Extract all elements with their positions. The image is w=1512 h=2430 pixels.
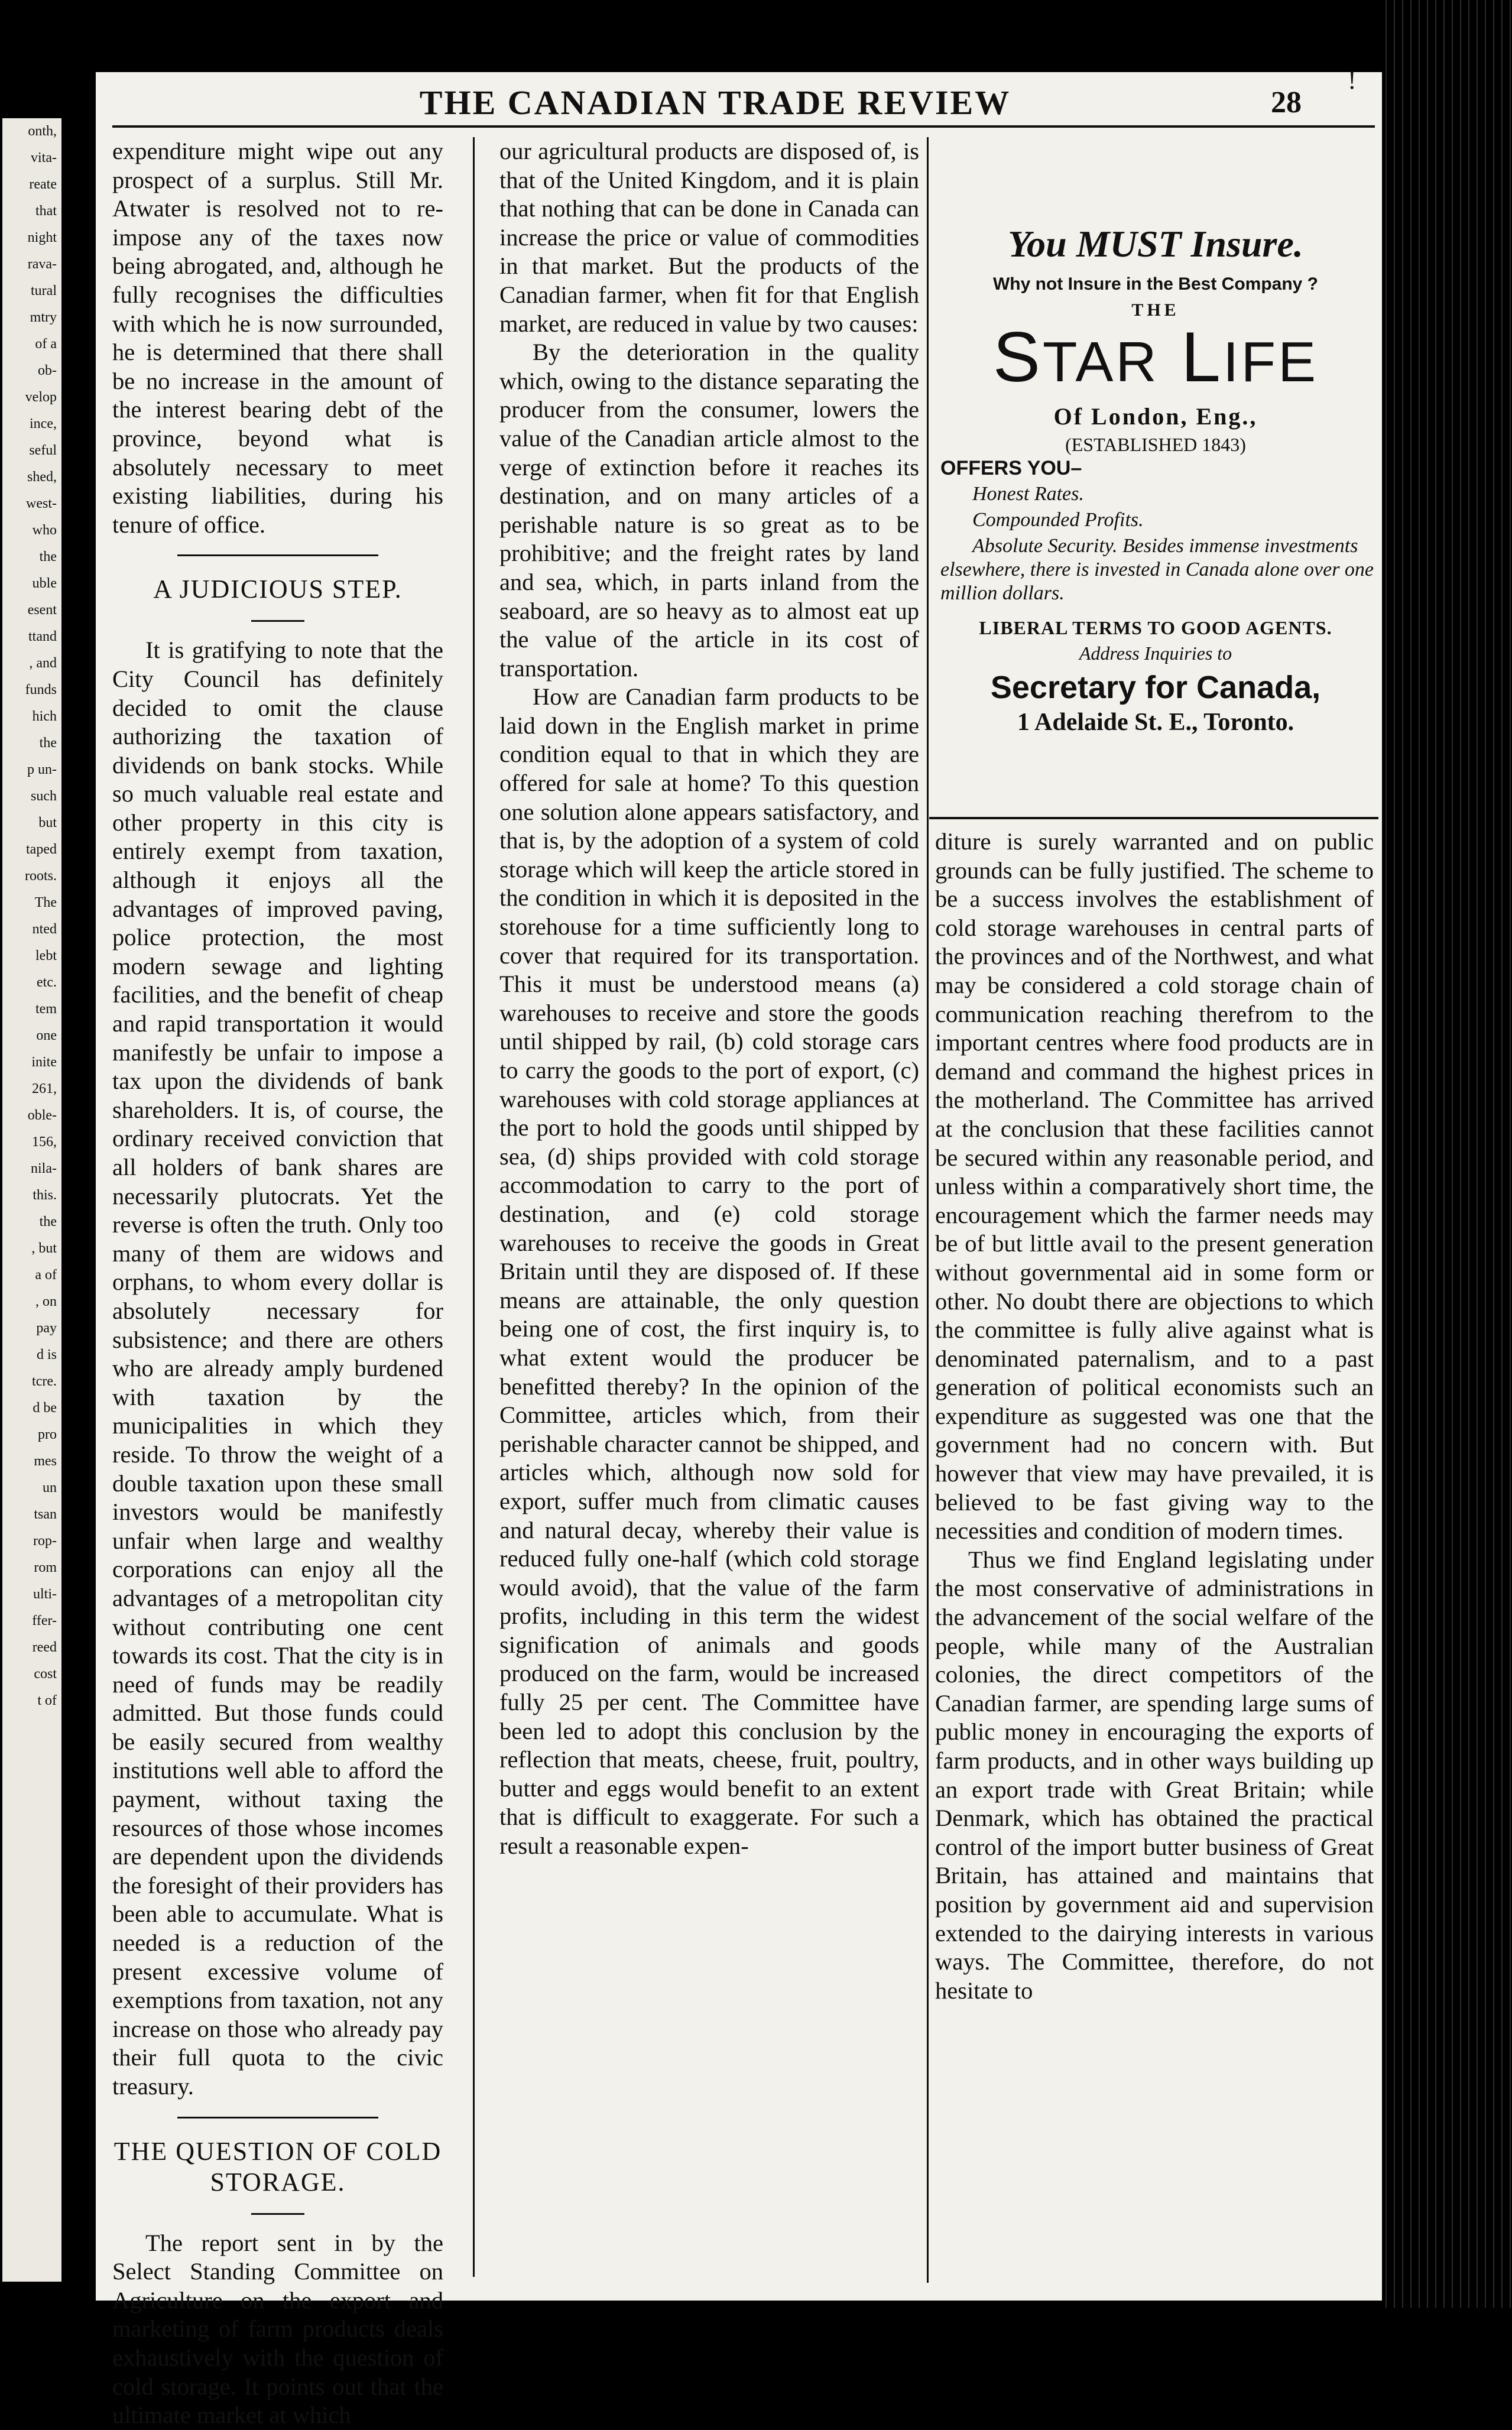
adjacent-page-fragment: pro [38,1427,57,1442]
adjacent-page-fragment: reate [29,177,57,192]
adjacent-page-fragment: hich [32,709,57,724]
adjacent-page-fragment: p un- [27,762,57,777]
header-rule [112,125,1375,128]
ad-item: Compounded Profits. [972,509,1144,531]
adjacent-page-fragment: mtry [30,310,57,325]
adjacent-page-fragment: , on [35,1294,57,1309]
margin-mark: ! [1348,66,1357,95]
adjacent-page-fragment: ulti- [33,1587,57,1602]
ad-subline: Why not Insure in the Best Company ? [992,274,1319,294]
adjacent-page-fragment: , but [31,1241,57,1256]
adjacent-page-fragment: mes [34,1454,57,1469]
column-rule-2 [927,137,929,2283]
headline-cold-storage: THE QUESTION OF COLD STORAGE. [113,2136,442,2197]
adjacent-page-fragment: 261, [32,1081,57,1096]
adjacent-page-fragment: onth, [28,124,57,139]
page-number: 28 [1271,86,1302,119]
adjacent-page-fragment: nted [32,922,57,937]
ad-terms: LIBERAL TERMS TO GOOD AGENTS. [979,617,1332,638]
adjacent-page-fragment: ob- [38,363,57,378]
adjacent-page-fragment: uble [32,576,57,591]
adjacent-page-fragment: this. [33,1188,57,1203]
adjacent-page-fragment: tcre. [32,1374,57,1389]
paragraph: By the deterioration in the quality which, owing to the distance separating the producer from the consumer, lowers the value of the Canadian article almost to the verge of extinction before it reaches its destination, and on many articles of a perishable nature is so great as to be prohibitive; and the freight rates by land and sea, which, in parts inland from the seaboard, are so heavy as to almost eat up the value of the article in its cost of transportation. [499,339,919,682]
adjacent-page-fragment: taped [26,842,57,857]
adjacent-page-fragment: 156, [32,1134,57,1150]
adjacent-page-fragment: vita- [31,150,57,166]
adjacent-page-fragment: t of [37,1693,57,1708]
adjacent-page-fragment: esent [27,602,57,618]
adjacent-page-fragment: ttand [28,629,57,644]
ad-name-l: L [1181,317,1223,397]
column-rule-1 [473,137,475,2277]
adjacent-page-fragment: rop- [33,1533,57,1549]
adjacent-page-fragment: nila- [31,1161,57,1176]
ad-place: Of London, Eng., [1053,403,1258,430]
section-rule-short [251,620,304,622]
column-1 [112,137,443,2429]
article-judicious-step: It is gratifying to note that the City Council has definitely decided to omit the clause authorizing the taxation of dividends on bank stocks. While so much valuable real estate and other property in this city is entirely exempt from taxation, although it enjoys all the advantages of improved paving, police protection, the most modern sewage and lighting facilities, and the benefit of cheap and rapid transportation it would manifestly be unfair to impose a tax upon the dividends of bank shareholders. It is, of course, the ordinary received conviction that all holders of bank shares are necessarily plutocrats. Yet the reverse is often the truth. Only too many of them are widows and orphans, to whom every dollar is absolutely necessary for subsistence; and there are others who are already amply burdened with taxation by the municipalities in which they reside. To throw the weight of a double taxation upon these small investors would be manifestly unfair when large and wealthy corporations can enjoy all the advantages of a metropolitan city without contributing one cent towards its cost. That the city is in need of funds may be readily admitted. But those funds could be easily secured from wealthy institutions well able to afford the payment, without taxing the resources of those whose incomes are dependent upon the dividends the foresight of their providers has been able to accumulate. What is needed is a reduction of the present excessive volume of exemptions from taxation, not any increase on those who already pay their full quota to the civic treasury. [112,637,443,2100]
ad-item: Absolute Security. Besides immense investments elsewhere, there is invested in Canada alone over one million dollars. [940,535,1374,604]
adjacent-page-fragment: of a [35,336,57,352]
adjacent-page-edge [0,0,65,2308]
headline-judicious-step: A JUDICIOUS STEP. [153,575,403,604]
adjacent-page-fragment: , and [29,656,57,671]
adjacent-page-fragment: seful [29,443,57,458]
adjacent-page-fragment: tsan [34,1507,57,1522]
page-stack-edge [1382,0,1512,2308]
ad-the: THE [1131,300,1180,320]
ad-company-name [937,317,1374,398]
adjacent-page-fragment: inite [31,1055,57,1070]
adjacent-page-fragment: the [39,549,57,564]
page-header-title: THE CANADIAN TRADE REVIEW [419,83,1011,122]
paragraph-continued: diture is surely warranted and on public grounds can be fully justified. The scheme to be a success involves the establishment of cold storage warehouses in central parts of the provinces and of the Northwest, and what may be considered a cold storage chain of communication reaching therefrom to the important centres where food products are in demand and command the highest prices in the motherland. The Committee has arrived at the conclusion that these facilities cannot be secured within any reasonable period, and unless within a comparatively short time, the encouragement which the farmer needs may be of but little avail to the present generation without governmental aid in some form or other. No doubt there are objections to which the committee is fully alive against what is denominated paternalism, and to a past generation of political economists such an expenditure as suggested was one that the government had no concern with. But however that view may have prevailed, it is believed to be fast giving way to the necessities and condition of modern times. [935,828,1374,1545]
adjacent-page-fragment: roots. [25,868,57,884]
adjacent-page-fragment: rava- [27,257,57,272]
ad-address-label: Address Inquiries to [1079,643,1232,664]
ad-location: 1 Adelaide St. E., Toronto. [1017,709,1294,736]
column-2 [499,137,919,2289]
adjacent-page-fragment: ffer- [32,1613,57,1628]
ad-name-tar: TAR [1042,330,1159,394]
paragraph: Thus we find England legislating under the most conservative of administrations in the advancement of the social welfare of the people, while many of the Australian colonies, the direct competitors of the Canadian farmer, are spending large sums of public money in encouraging the exports of farm products, and in other ways building up an export trade with Great Britain; while Denmark, which has obtained the practical control of the import butter business of Great Britain, has attained and maintains that position by government aid and supervision extended to the dairying interests in various ways. The Committee, therefore, do not hesitate to [935,1546,1374,2004]
star-life-advertisement [937,220,1374,823]
adjacent-page-fragment: west- [26,496,57,511]
adjacent-page-fragment: a of [35,1267,57,1283]
adjacent-page-fragment: one [36,1028,57,1043]
adjacent-page-fragment: velop [25,390,57,405]
adjacent-page-fragment: pay [36,1321,57,1336]
adjacent-page-fragment: funds [25,682,57,697]
paragraph: our agricultural products are disposed of, is that of the United Kingdom, and it is plain that nothing that can be done in Canada can increase the price or value of commodities in that market. But the products of the Canadian farmer, when fit for that English market, are reduced in value by two causes: [499,138,919,337]
ad-name-s: S [992,317,1043,397]
section-rule-short [251,2213,304,2215]
ad-headline: You MUST Insure. [1008,223,1303,265]
adjacent-page-fragment: such [31,789,57,804]
adjacent-page-fragment: cost [34,1666,57,1682]
section-rule [177,554,378,556]
adjacent-page-fragment: night [27,230,57,245]
adjacent-page-fragment: reed [32,1640,57,1655]
adjacent-page-fragment: tem [35,1001,57,1017]
ad-bottom-rule [929,817,1378,819]
column-3 [935,828,1374,2293]
adjacent-page-fragment: oble- [27,1108,57,1123]
paragraph: How are Canadian farm products to be laid down in the English market in prime condition equal to that in which they are offered for sale at home? To this question one solution alone appears satisfactory, and that is, by the adoption of a system of cold storage which will keep the article stored in the condition in which it is deposited in the storehouse for a time sufficiently long to cover that required for its transportation. This it must be understood means (a) warehouses to receive and store the goods until shipped by rail, (b) cold storage cars to carry the goods to the port of export, (c) warehouses with cold storage appliances at the port to hold the goods until shipped by sea, (d) ships provided with cold storage accommodation to carry to the port of destination, and (e) cold storage warehouses to receive the goods in Great Britain until they are disposed of. If these means are attainable, the only question being one of cost, the first inquiry is, to what extent would the producer be benefitted thereby? In the opinion of the Committee, articles which, from their perishable character cannot be shipped, and articles which, although now sold for export, suffer much from climatic causes and natural decay, whereby their value is reduced fully one-half (which cold storage would avoid), that the value of the farm profits, including in this term the widest signification of animals and goods produced on the farm, would be increased fully 25 per cent. The Committee have been led to adopt this conclusion by the reflection that meats, cheese, fruit, poultry, butter and eggs would benefit to an extent that is difficult to exaggerate. For such a result a reasonable expen- [499,683,919,1860]
adjacent-page-fragment: the [39,735,57,751]
adjacent-page-fragment: d is [36,1347,57,1362]
adjacent-page-fragment: the [39,1214,57,1229]
adjacent-page-fragment: lebt [35,948,57,963]
adjacent-page-fragment: that [35,203,57,219]
adjacent-page-fragment: rom [34,1560,57,1575]
ad-name-ife: IFE [1222,330,1319,394]
paragraph-continued: expenditure might wipe out any prospect of a surplus. Still Mr. Atwater is resolved not to re-impose any of the taxes now being abrogated, and, although he fully recognises the difficulties with which he is now surrounded, he is determined that there shall be no increase in the amount of the interest bearing debt of the province, beyond what is absolutely necessary to meet existing liabilities, during his tenure of office. [112,138,443,538]
adjacent-page-fragment: tural [31,283,57,299]
adjacent-page-column [2,118,61,2282]
section-rule [177,2117,378,2118]
adjacent-page-fragment: shed, [27,469,57,485]
adjacent-page-fragment: but [38,815,57,830]
adjacent-page-fragment: ince, [30,416,57,432]
ad-secretary: Secretary for Canada, [990,670,1321,705]
ad-item: Honest Rates. [972,483,1084,505]
adjacent-page-fragment: The [34,895,57,910]
adjacent-page-fragment: who [32,523,57,538]
ad-offers: OFFERS YOU– [940,457,1082,479]
ad-established: (ESTABLISHED 1843) [1065,434,1246,455]
adjacent-page-fragment: etc. [37,975,57,990]
article-cold-storage-start: The report sent in by the Select Standing Committee on Agriculture on the export and marketing of farm products deals exhaustively with the question of cold storage. It points out that the ultimate market at which [112,2229,443,2429]
adjacent-page-fragment: un [43,1480,57,1495]
adjacent-page-fragment: d be [33,1400,57,1416]
